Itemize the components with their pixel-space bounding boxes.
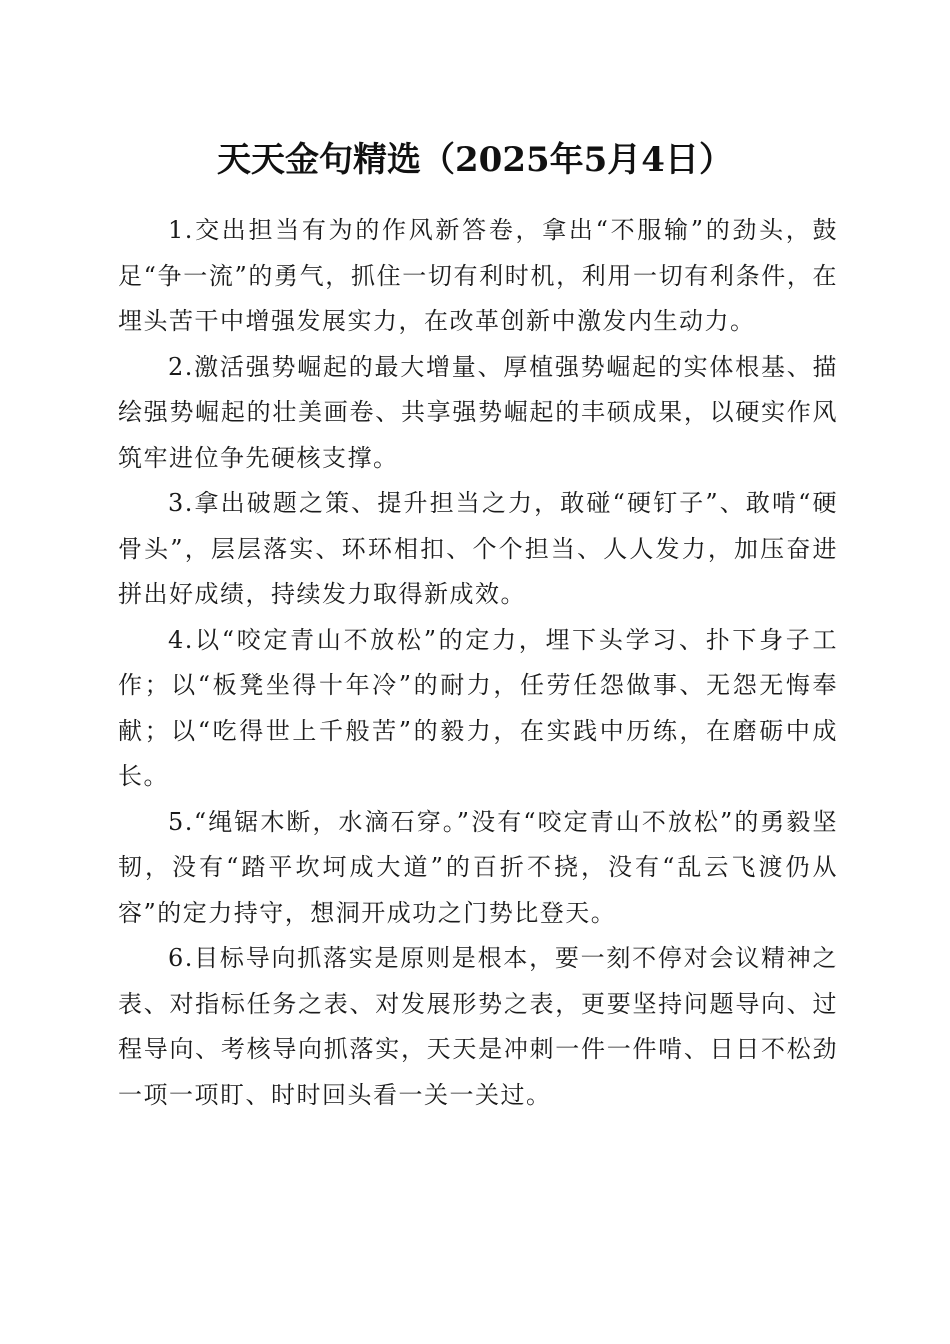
document-title: 天天金句精选（2025年5月4日）: [217, 140, 733, 180]
paragraph-2: 2.激活强势崛起的最大增量、厚植强势崛起的实体根基、描绘强势崛起的壮美画卷、共享强势崛起的丰硕成果，以硬实作风筑牢进位争先硬核支撑。: [118, 352, 838, 472]
paragraph-4: 4.以“咬定青山不放松”的定力，埋下头学习、扑下身子工作；以“板凳坐得十年冷”的耐力，任劳任怨做事、无怨无悔奉献；以“吃得世上千般苦”的毅力，在实践中历练，在磨砺中成长。: [118, 625, 838, 790]
paragraph-3: 3.拿出破题之策、提升担当之力，敢碰“硬钉子”、敢啃“硬骨头”，层层落实、环环相扣、个个担当、人人发力，加压奋进拼出好成绩，持续发力取得新成效。: [118, 489, 838, 608]
paragraph-1: 1.交出担当有为的作风新答卷，拿出“不服输”的劲头，鼓足“争一流”的勇气，抓住一切有利时机，利用一切有利条件，在埋头苦干中增强发展实力，在改革创新中激发内生动力。: [118, 216, 838, 335]
paragraph-6: 6.目标导向抓落实是原则是根本，要一刻不停对会议精神之表、对指标任务之表、对发展形势之表，更要坚持问题导向、过程导向、考核导向抓落实，天天是冲刺一件一件啃、日日不松劲一项一项盯、时时回头看一关一关过。: [118, 944, 838, 1109]
document-body: [118, 208, 838, 1118]
paragraph-5: 5.“绳锯木断，水滴石穿。”没有“咬定青山不放松”的勇毅坚韧，没有“踏平坎坷成大道”的百折不挠，没有“乱云飞渡仍从容”的定力持守，想洞开成功之门势比登天。: [118, 807, 838, 927]
